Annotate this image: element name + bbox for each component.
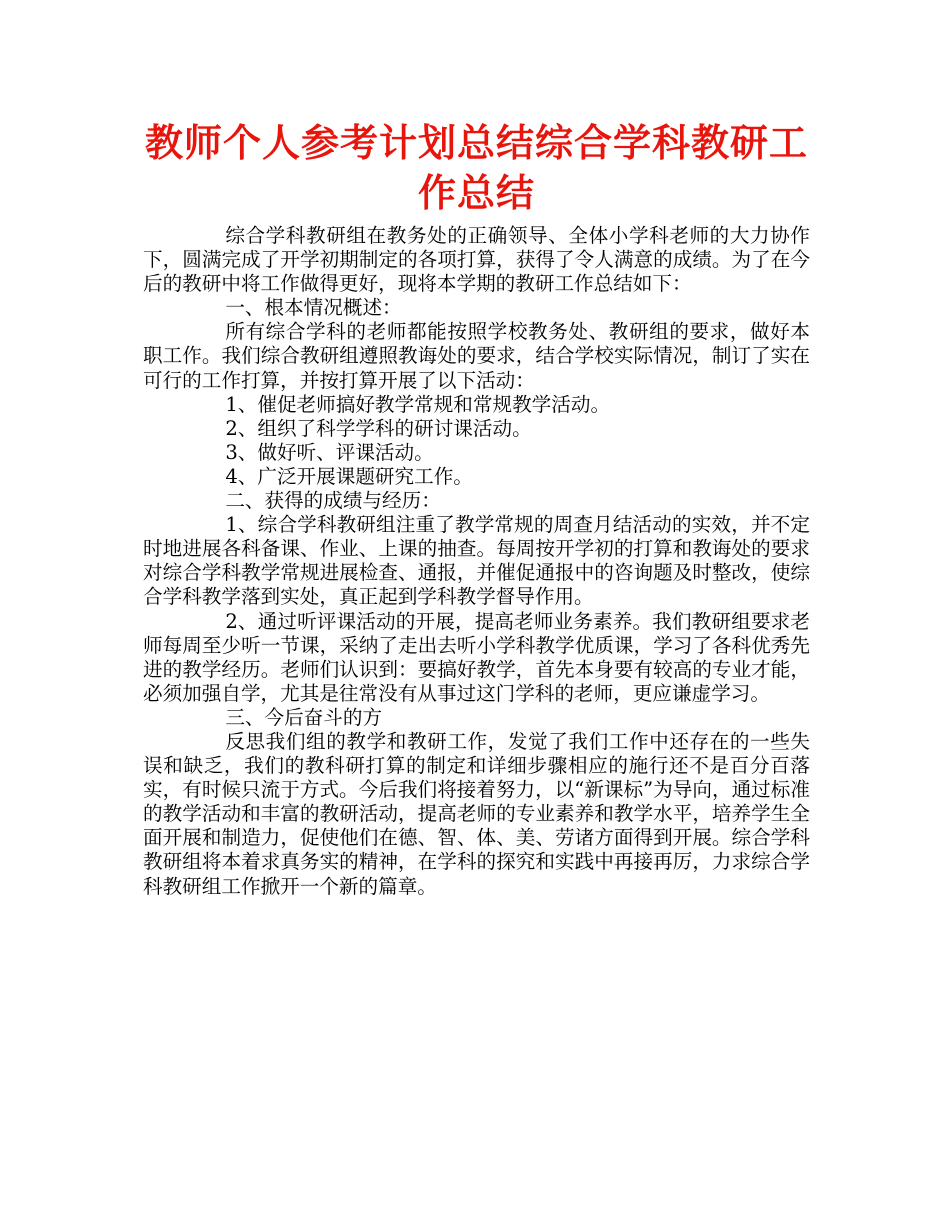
paragraph-intro: 综合学科教研组在教务处的正确领导、全体小学科老师的大力协作下，圆满完成了开学初期制定的各项打算，获得了令人满意的成绩。为了在今后的教研中将工作做得更好，现将本学期的教研工作总结如下： <box>143 224 810 296</box>
section-heading-2: 二、获得的成绩与经历： <box>225 489 441 513</box>
list-item-3: 3、做好听、评课活动。 <box>225 440 434 464</box>
paragraph-achievement-1: 1、综合学科教研组注重了教学常规的周查月结活动的实效，并不定时地进展各科备课、作业、上课的抽查。每周按开学初的打算和教诲处的要求对综合学科教学常规进展检查、通报，并催促通报中的咨询题及时整改，使综合学科教学落到实处，真正起到学科教学督导作用。 <box>143 513 810 609</box>
document-title: 教师个人参考计划总结综合学科教研工作总结 <box>144 121 808 215</box>
paragraph-reflection: 反思我们组的教学和教研工作，发觉了我们工作中还存在的一些失误和缺乏，我们的教科研打算的制定和详细步骤相应的施行还不是百分百落实，有时候只流于方式。今后我们将接着努力，以“新课标”为导向，通过标准的教学活动和丰富的教研活动，提高老师的专业素养和教学水平，培养学生全面开展和制造力，促使他们在德、智、体、美、劳诸方面得到开展。综合学科教研组将本着求真务实的精神，在学科的探究和实践中再接再厉，力求综合学科教研组工作掀开一个新的篇章。 <box>143 729 810 898</box>
list-item-2: 2、组织了科学学科的研讨课活动。 <box>225 416 532 440</box>
list-item-1: 1、催促老师搞好教学常规和常规教学活动。 <box>225 392 611 416</box>
list-item-4: 4、广泛开展课题研究工作。 <box>225 464 473 488</box>
document-body <box>143 224 810 899</box>
paragraph-overview: 所有综合学科的老师都能按照学校教务处、教研组的要求，做好本职工作。我们综合教研组遵照教诲处的要求，结合学校实际情况，制订了实在可行的工作打算，并按打算开展了以下活动： <box>143 320 810 392</box>
section-heading-3: 三、今后奋斗的方 <box>225 705 383 729</box>
paragraph-achievement-2: 2、通过听评课活动的开展，提高老师业务素养。我们教研组要求老师每周至少听一节课，采纳了走出去听小学科教学优质课，学习了各科优秀先进的教学经历。老师们认识到：要搞好教学，首先本身要有较高的专业才能，必须加强自学，尤其是往常没有从事过这门学科的老师，更应谦虚学习。 <box>143 609 810 705</box>
section-heading-1: 一、根本情况概述： <box>225 296 402 320</box>
